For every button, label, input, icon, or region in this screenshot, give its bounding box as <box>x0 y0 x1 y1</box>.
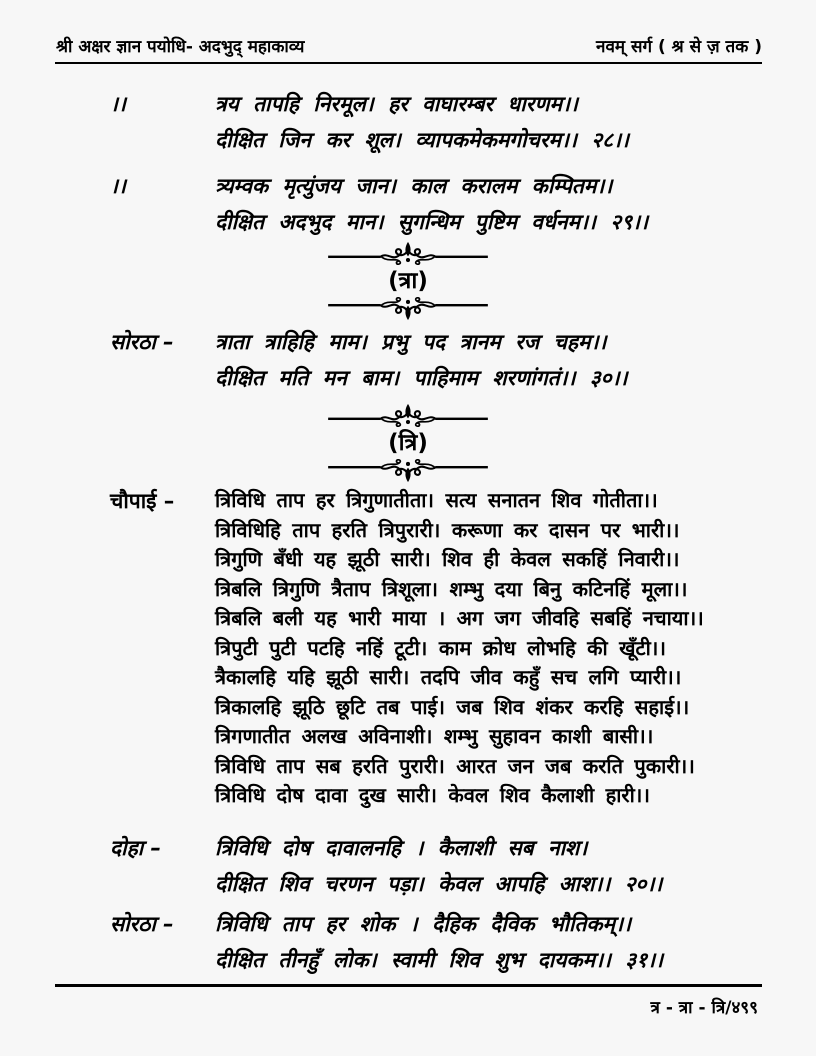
verse-line: दीक्षित तीनहुँ लोक। स्वामी शिव शुभ दायकम।। ३१।। <box>215 948 664 972</box>
section-divider-tra <box>0 240 816 322</box>
page-number: त्र - त्रा - त्रि/४९९ <box>650 998 758 1018</box>
footer-rule <box>55 984 762 987</box>
verse-line: त्रिविधि ताप हर शोक । दैहिक दैविक भौतिकम्।। <box>215 912 632 936</box>
verse-lines <box>215 906 776 978</box>
verse-marker: ।। <box>110 92 126 116</box>
verse-line: दीक्षित शिव चरणन पड़ा। केवल आपहि आश।। २०।। <box>215 872 663 896</box>
verse-marker: चौपाई – <box>110 489 175 513</box>
verse-line: त्रिविधिहि ताप हरति त्रिपुरारी। करूणा कर दासन पर भारी।। <box>215 517 680 542</box>
sortha-block-30 <box>110 324 776 396</box>
verse-line: त्रय तापहि निरमूल। हर वाघारम्बर धारणम।। <box>215 92 578 116</box>
verse-line: त्रिविधि ताप सब हरति पुरारी। आरत जन जब करति पुकारी।। <box>215 753 695 778</box>
divider-label: (त्रि) <box>388 430 428 456</box>
verse-marker: सोरठा – <box>110 330 174 354</box>
doha-block-20 <box>110 830 776 902</box>
divider-label: (त्रा) <box>388 268 428 294</box>
verse-line: त्रिपुटी पुटी पटहि नहिं टूटी। काम क्रोध लोभहि की खूँटी।। <box>215 635 666 660</box>
verse-lines <box>215 86 776 158</box>
verse-block-29 <box>110 168 776 240</box>
verse-line: त्र्यम्वक मृत्युंजय जान। काल करालम कम्पितम।। <box>215 174 613 198</box>
verse-block-28 <box>110 86 776 158</box>
verse-line: त्रैकालहि यहि झूठी सारी। तदपि जीव कहुँ सच लगि प्यारी।। <box>215 665 682 689</box>
verse-line: त्रिकालहि झूठि छूटि तब पाई। जब शिव शंकर करहि सहाई।। <box>215 694 690 719</box>
verse-line: त्रिविधि दोष दावालनहि । कैलाशी सब नाश। <box>215 836 588 860</box>
verse-line: त्रिगणातीत अलख अविनाशी। शम्भु सुहावन काशी बासी।। <box>215 724 654 748</box>
verse-line: त्रिबलि त्रिगुणि त्रैताप त्रिशूला। शम्भु दया बिनु कटिनहिं मूला।। <box>215 576 688 601</box>
header-title-right: नवम् सर्ग ( श्र से ज़ तक ) <box>596 37 762 57</box>
verse-line: दीक्षित अदभुद मान। सुगन्धिम पुष्टिम वर्धनम।। २९।। <box>215 210 649 234</box>
verse-line: दीक्षित मति मन बाम। पाहिमाम शरणांगतं।। ३०।। <box>215 366 628 390</box>
verse-line: त्रिविधि ताप हर त्रिगुणातीता। सत्य सनातन शिव गोतीता।। <box>215 488 658 512</box>
verse-line: त्रिबलि बली यह भारी माया । अग जग जीवहि सबहिं नचाया।। <box>215 606 704 630</box>
flourish-icon <box>322 296 494 322</box>
verse-lines <box>215 830 776 902</box>
verse-line: त्रिविधि दोष दावा दुख सारी। केवल शिव कैलाशी हारी।। <box>215 783 650 807</box>
verse-line: दीक्षित जिन कर शूल। व्यापकमेकमगोचरम।। २८।। <box>215 128 630 152</box>
verse-marker: दोहा – <box>110 836 161 860</box>
flourish-icon <box>322 240 494 266</box>
verse-lines <box>215 168 776 240</box>
flourish-icon <box>322 402 494 428</box>
verse-line: त्राता त्राहिहि माम। प्रभु पद त्रानम रज चहम।। <box>215 330 607 354</box>
sortha-block-31 <box>110 906 776 978</box>
chaupai-block <box>110 486 776 811</box>
header-rule <box>55 62 762 64</box>
page-header <box>56 36 762 58</box>
verse-line: त्रिगुणि बँधी यह झूठी सारी। शिव ही केवल सकहिं निवारी।। <box>215 547 680 571</box>
verse-marker: ।। <box>110 174 126 198</box>
header-title-left: श्री अक्षर ज्ञान पयोधि- अदभुद् महाकाव्य <box>56 37 305 57</box>
verse-marker: सोरठा – <box>110 912 174 936</box>
verse-lines <box>215 486 776 811</box>
section-divider-tri <box>0 402 816 484</box>
verse-lines <box>215 324 776 396</box>
flourish-icon <box>322 458 494 484</box>
